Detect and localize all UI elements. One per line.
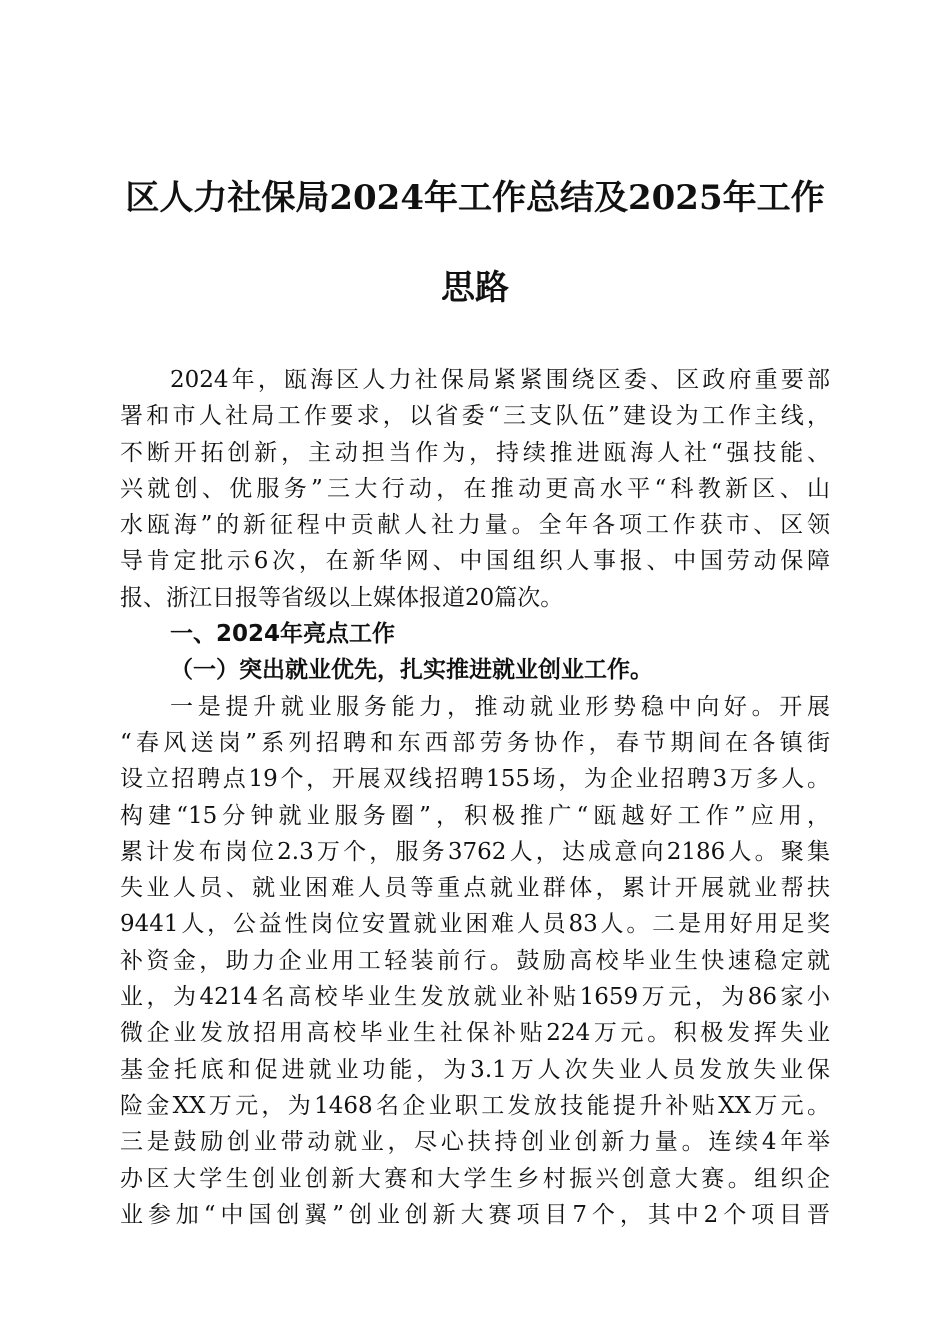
intro-line: 导肯定批示6次，在新华网、中国组织人事报、中国劳动保障: [120, 548, 830, 575]
section-heading: 一、2024年亮点工作: [170, 621, 396, 648]
paragraph-line: 设立招聘点19个，开展双线招聘155场，为企业招聘3万多人。: [120, 766, 830, 793]
paragraph-line: 险金XX万元，为1468名企业职工发放技能提升补贴XX万元。: [120, 1092, 830, 1119]
intro-line: 2024年，瓯海区人力社保局紧紧围绕区委、区政府重要部: [170, 367, 830, 393]
paragraph-line: 办区大学生创业创新大赛和大学生乡村振兴创意大赛。组织企: [120, 1165, 830, 1192]
paragraph-line: 9441人，公益性岗位安置就业困难人员83人。二是用好用足奖: [120, 911, 830, 938]
paragraph-line: 一是提升就业服务能力，推动就业形势稳中向好。开展: [170, 693, 830, 720]
paragraph-line: 补资金，助力企业用工轻装前行。鼓励高校毕业生快速稳定就: [120, 947, 830, 974]
intro-line: 兴就创、优服务”三大行动，在推动更高水平“科教新区、山: [120, 475, 830, 502]
paragraph-line: 累计发布岗位2.3万个，服务3762人，达成意向2186人。聚集: [120, 838, 830, 865]
paragraph-line: 构建“15分钟就业服务圈”，积极推广“瓯越好工作”应用，: [120, 802, 830, 829]
paragraph-line: 业参加“中国创翼”创业创新大赛项目7个，其中2个项目晋: [120, 1201, 830, 1228]
intro-line: 署和市人社局工作要求，以省委“三支队伍”建设为工作主线，: [120, 403, 830, 430]
document-title-line-2: 思路: [441, 268, 509, 308]
intro-line: 水瓯海”的新征程中贡献人社力量。全年各项工作获市、区领: [120, 512, 830, 539]
document-title-line-1: 区人力社保局2024年工作总结及2025年工作: [125, 178, 825, 218]
paragraph-line: 三是鼓励创业带动就业，尽心扶持创业创新力量。连续4年举: [120, 1129, 830, 1156]
intro-line: 不断开拓创新，主动担当作为，持续推进瓯海人社“强技能、: [120, 439, 830, 466]
paragraph-line: 失业人员、就业困难人员等重点就业群体，累计开展就业帮扶: [120, 875, 830, 902]
subsection-heading: （一）突出就业优先，扎实推进就业创业工作。: [170, 656, 653, 684]
paragraph-line: “春风送岗”系列招聘和东西部劳务协作，春节期间在各镇街: [120, 729, 830, 756]
paragraph-line: 基金托底和促进就业功能，为3.1万人次失业人员发放失业保: [120, 1056, 830, 1083]
paragraph-line: 业，为4214名高校毕业生发放就业补贴1659万元，为86家小: [120, 984, 830, 1011]
document-body: [120, 362, 830, 1233]
intro-line: 报、浙江日报等省级以上媒体报道20篇次。: [120, 584, 564, 611]
paragraph-line: 微企业发放招用高校毕业生社保补贴224万元。积极发挥失业: [120, 1020, 830, 1047]
